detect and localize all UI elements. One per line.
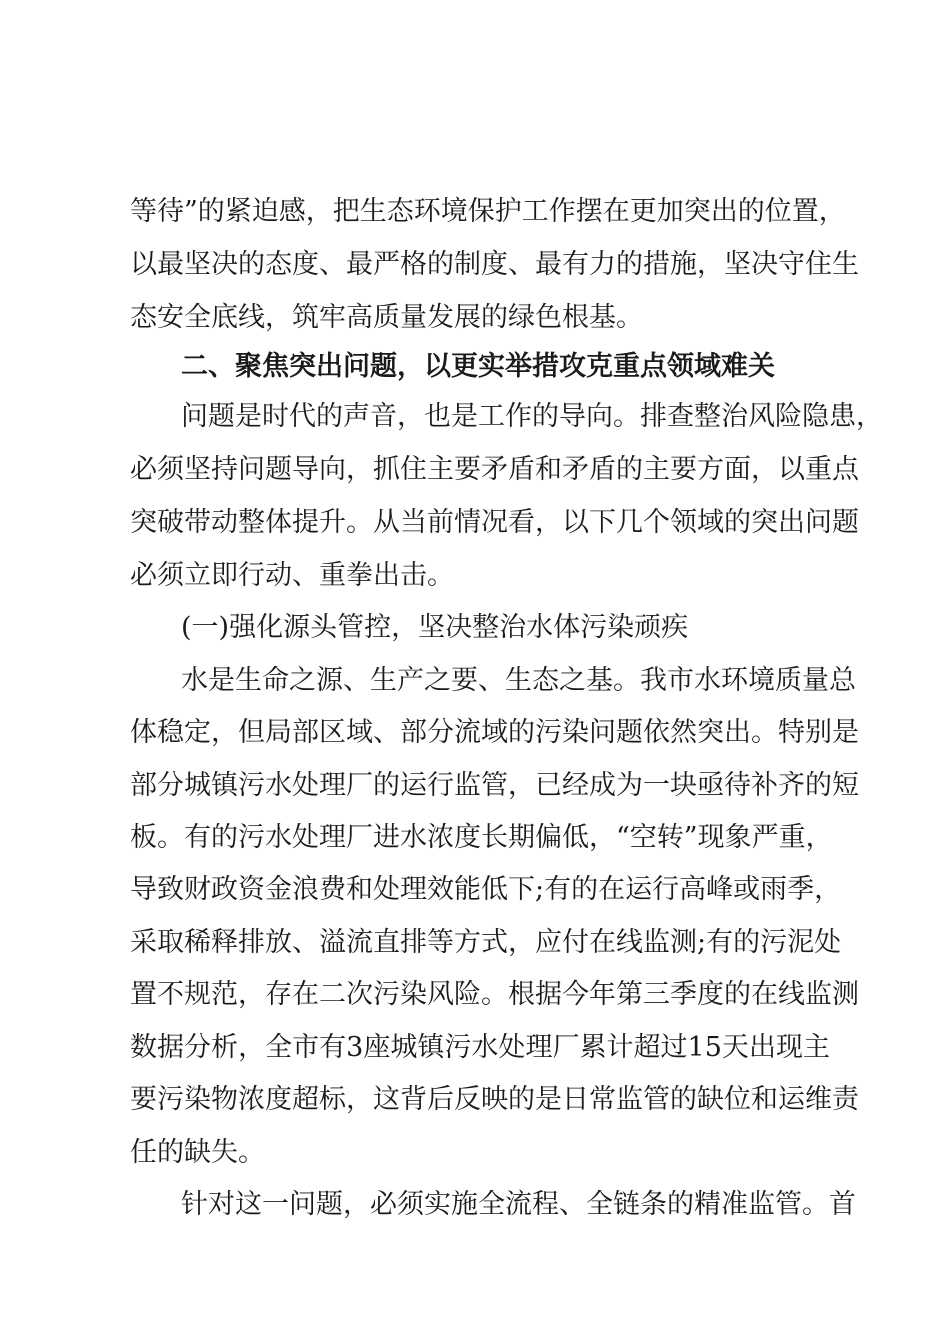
body-line: 突破带动整体提升。从当前情况看，以下几个领域的突出问题 <box>130 507 859 538</box>
body-line: 要污染物浓度超标，这背后反映的是日常监管的缺位和运维责 <box>130 1084 859 1115</box>
subsection-heading: (一)强化源头管控，坚决整治水体污染顽疾 <box>181 612 689 643</box>
body-line: 部分城镇污水处理厂的运行监管，已经成为一块亟待补齐的短 <box>130 770 859 801</box>
body-line: 问题是时代的声音，也是工作的导向。排查整治风险隐患， <box>181 401 883 432</box>
body-line: 任的缺失。 <box>130 1137 265 1168</box>
body-line: 必须立即行动、重拳出击。 <box>130 560 454 591</box>
body-line: 导致财政资金浪费和处理效能低下;有的在运行高峰或雨季， <box>130 874 842 905</box>
body-line: 针对这一问题，必须实施全流程、全链条的精准监管。首 <box>181 1189 856 1220</box>
body-line: 采取稀释排放、溢流直排等方式，应付在线监测;有的污泥处 <box>130 927 842 958</box>
body-line: 体稳定，但局部区域、部分流域的污染问题依然突出。特别是 <box>130 717 859 748</box>
body-line: 态安全底线，筑牢高质量发展的绿色根基。 <box>130 302 643 333</box>
body-line: 必须坚持问题导向，抓住主要矛盾和矛盾的主要方面，以重点 <box>130 454 859 485</box>
body-line: 置不规范，存在二次污染风险。根据今年第三季度的在线监测 <box>130 979 859 1010</box>
section-heading: 二、聚焦突出问题，以更实举措攻克重点领域难关 <box>181 351 775 382</box>
body-line: 以最坚决的态度、最严格的制度、最有力的措施，坚决守住生 <box>130 249 859 280</box>
body-line: 数据分析，全市有3座城镇污水处理厂累计超过15天出现主 <box>130 1032 830 1063</box>
body-line: 等待”的紧迫感，把生态环境保护工作摆在更加突出的位置， <box>130 196 846 227</box>
body-line: 板。有的污水处理厂进水浓度长期偏低，“空转”现象严重， <box>130 822 833 853</box>
body-line: 水是生命之源、生产之要、生态之基。我市水环境质量总 <box>181 665 856 696</box>
